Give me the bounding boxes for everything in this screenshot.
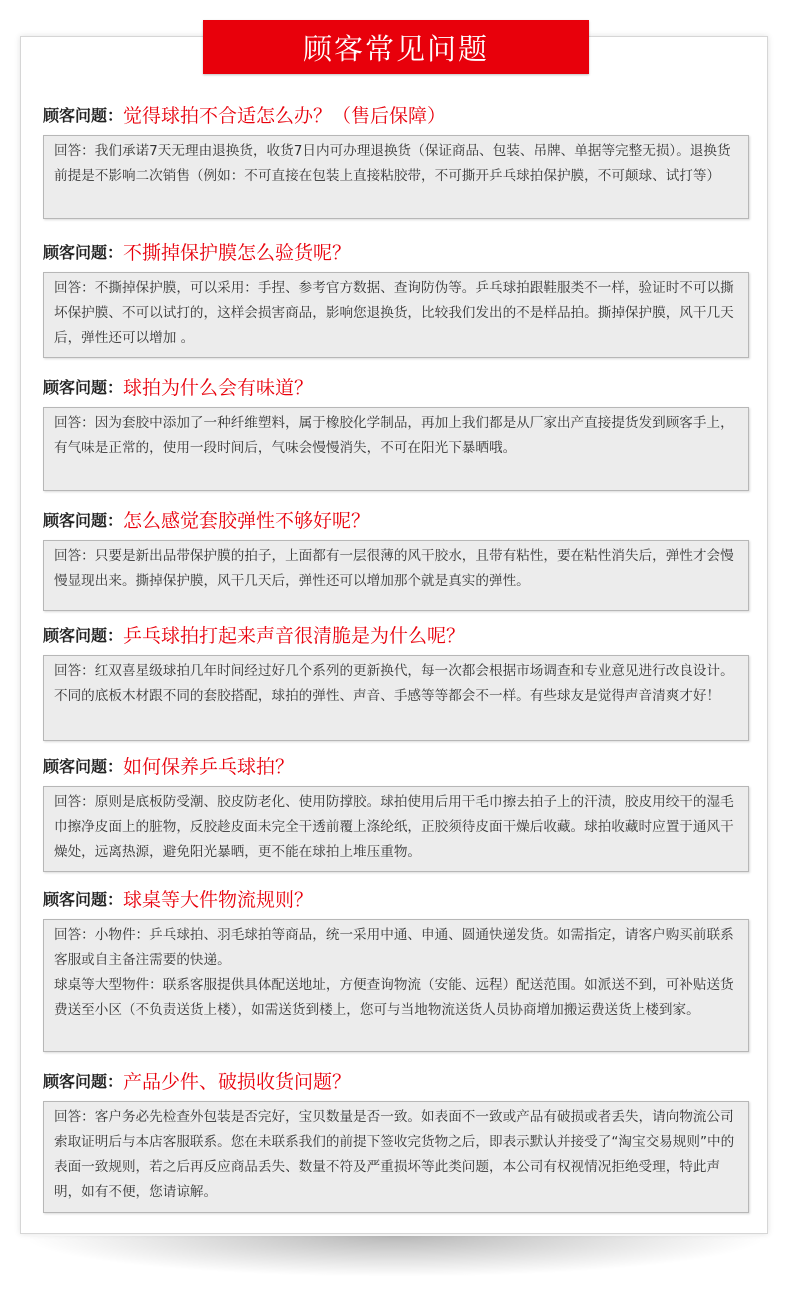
floor-shadow xyxy=(30,1236,760,1276)
faq-item xyxy=(43,101,749,219)
question-prefix: 顾客问题： xyxy=(43,510,124,530)
faq-item xyxy=(43,1067,749,1213)
faq-question xyxy=(43,885,749,911)
question-text: 产品少件、破损收货问题？ xyxy=(123,1070,352,1093)
answer-text: 回答：只要是新出品带保护膜的拍子，上面都有一层很薄的风干胶水，且带有粘性，要在粘性消失后，弹性才会慢慢显现出来。撕掉保护膜，风干几天后，弹性还可以增加那个就是真实的弹性。 xyxy=(54,548,734,589)
faq-question xyxy=(43,101,749,127)
faq-question xyxy=(43,621,749,647)
answer-text: 回答：红双喜星级球拍几年时间经过好几个系列的更新换代，每一次都会根据市场调查和专业意见进行改良设计。不同的底板木材跟不同的套胶搭配，球拍的弹性、声音、手感等等都会不一样。有些球友是觉得声音清爽才好！ xyxy=(54,663,734,704)
faq-question xyxy=(43,238,749,264)
faq-answer xyxy=(43,135,749,219)
faq-answer xyxy=(43,272,749,358)
faq-question xyxy=(43,1067,749,1093)
question-prefix: 顾客问题： xyxy=(43,105,124,125)
faq-question xyxy=(43,373,749,399)
faq-item xyxy=(43,752,749,872)
faq-answer xyxy=(43,655,749,741)
question-prefix: 顾客问题： xyxy=(43,625,124,645)
question-text: 如何保养乒乓球拍？ xyxy=(123,755,295,778)
faq-item xyxy=(43,238,749,358)
faq-answer xyxy=(43,786,749,872)
answer-text: 回答：不撕掉保护膜，可以采用：手捏、参考官方数据、查询防伪等。乒乓球拍跟鞋服类不一样，验证时不可以撕坏保护膜、不可以试打的，这样会损害商品，影响您退换货，比较我们发出的不是样品拍。撕掉保护膜，风干几天后，弹性还可以增加 。 xyxy=(54,280,734,346)
answer-text: 回答：因为套胶中添加了一种纤维塑料，属于橡胶化学制品，再加上我们都是从厂家出产直接提货发到顾客手上，有气味是正常的，使用一段时间后，气味会慢慢消失，不可在阳光下暴晒哦。 xyxy=(54,415,734,456)
question-prefix: 顾客问题： xyxy=(43,377,124,397)
question-text: 乒乓球拍打起来声音很清脆是为什么呢？ xyxy=(123,624,466,647)
answer-text: 球桌等大型物件：联系客服提供具体配送地址，方便查询物流（安能、远程）配送范围。如派送不到，可补贴送货费送至小区（不负责送货上楼），如需送货到楼上，您可与当地物流送货人员协商增加搬运费送货上楼到家。 xyxy=(54,977,734,1018)
faq-item xyxy=(43,885,749,1052)
question-text: 怎么感觉套胶弹性不够好呢？ xyxy=(123,509,371,532)
faq-answer xyxy=(43,1101,749,1213)
answer-text: 回答：客户务必先检查外包装是否完好，宝贝数量是否一致。如表面不一致或产品有破损或者丢失，请向物流公司索取证明后与本店客服联系。您在未联系我们的前提下签收完货物之后，即表示默认并接受了“淘宝交易规则”中的表面一致规则，若之后再反应商品丢失、数量不符及严重损坏等此类问题，本公司有权视情况拒绝受理，特此声明，如有不便，您请谅解。 xyxy=(54,1109,735,1200)
faq-answer xyxy=(43,919,749,1052)
question-text: 球桌等大件物流规则？ xyxy=(123,888,314,911)
question-text: 球拍为什么会有味道？ xyxy=(123,376,314,399)
question-prefix: 顾客问题： xyxy=(43,242,124,262)
faq-question xyxy=(43,506,749,532)
question-prefix: 顾客问题： xyxy=(43,889,124,909)
faq-item xyxy=(43,621,749,741)
page-title-text: 顾客常见问题 xyxy=(302,31,489,66)
answer-text: 回答：小物件：乒乓球拍、羽毛球拍等商品，统一采用中通、申通、圆通快递发货。如需指定，请客户购买前联系客服或自主备注需要的快递。 xyxy=(54,927,734,968)
page-title xyxy=(203,20,589,74)
faq-answer xyxy=(43,407,749,491)
faq-answer xyxy=(43,540,749,611)
answer-text: 回答：原则是底板防受潮、胶皮防老化、使用防撑胶。球拍使用后用干毛巾擦去拍子上的汗渍，胶皮用绞干的湿毛巾擦净皮面上的脏物，反胶趁皮面未完全干透前覆上涤纶纸，正胶须待皮面干燥后收藏。球拍收藏时应置于通风干燥处，远离热源，避免阳光暴晒，更不能在球拍上堆压重物。 xyxy=(54,794,734,860)
faq-question xyxy=(43,752,749,778)
question-text: 觉得球拍不合适怎么办？（售后保障） xyxy=(123,104,447,127)
question-prefix: 顾客问题： xyxy=(43,756,124,776)
question-prefix: 顾客问题： xyxy=(43,1071,124,1091)
faq-item xyxy=(43,373,749,491)
faq-item xyxy=(43,506,749,611)
question-text: 不撕掉保护膜怎么验货呢？ xyxy=(123,241,352,264)
answer-text: 回答：我们承诺7天无理由退换货，收货7日内可办理退换货（保证商品、包装、吊牌、单据等完整无损）。退换货前提是不影响二次销售（例如：不可直接在包装上直接粘胶带，不可撕开乒乓球拍保护膜，不可颠球、试打等） xyxy=(54,143,731,184)
